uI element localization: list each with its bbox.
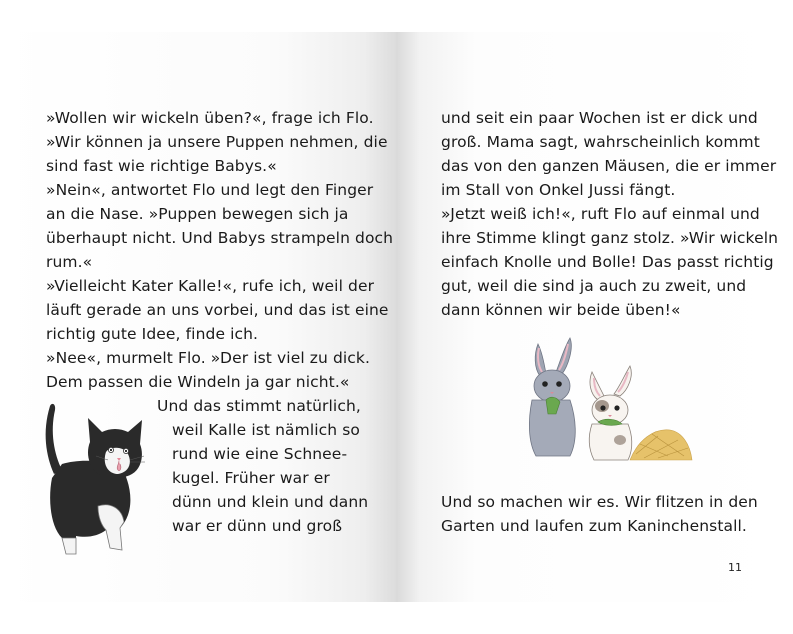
left-line-8: »Vielleicht Kater Kalle!«, rufe ich, weil der xyxy=(46,277,375,295)
right-line-10: Und so machen wir es. Wir flitzen in den xyxy=(441,493,758,511)
cat-illustration xyxy=(32,398,160,560)
left-line-14: weil Kalle ist nämlich so xyxy=(172,421,360,439)
cat-tail xyxy=(46,404,62,474)
left-line-15: rund wie eine Schnee- xyxy=(172,445,348,463)
right-line-3: das von den ganzen Mäusen, die er immer xyxy=(441,157,777,175)
left-line-2: »Wir können ja unsere Puppen nehmen, die xyxy=(46,133,388,151)
right-line-7: einfach Knolle und Bolle! Das passt richtig xyxy=(441,253,774,271)
left-line-11: »Nee«, murmelt Flo. »Der ist viel zu dick. xyxy=(46,349,371,367)
left-line-3: sind fast wie richtige Babys.« xyxy=(46,157,277,175)
right-line-1: und seit ein paar Wochen ist er dick und xyxy=(441,109,758,127)
page-number: 11 xyxy=(728,561,742,574)
left-line-18: war er dünn und groß xyxy=(172,517,343,535)
left-line-13: Und das stimmt natürlich, xyxy=(157,397,361,415)
right-line-8: gut, weil die sind ja auch zu zweit, und xyxy=(441,277,747,295)
right-line-6: ihre Stimme klingt ganz stolz. »Wir wickeln xyxy=(441,229,779,247)
left-line-17: dünn und klein und dann xyxy=(172,493,369,511)
grey-rabbit xyxy=(529,338,575,456)
rabbits-illustration xyxy=(518,336,694,468)
right-line-11: Garten und laufen zum Kaninchenstall. xyxy=(441,517,747,535)
left-line-12: Dem passen die Windeln ja gar nicht.« xyxy=(46,373,350,391)
right-line-9: dann können wir beide üben!« xyxy=(441,301,681,319)
left-line-6: überhaupt nicht. Und Babys strampeln doch xyxy=(46,229,394,247)
left-line-16: kugel. Früher war er xyxy=(172,469,330,487)
right-line-2: groß. Mama sagt, wahrscheinlich kommt xyxy=(441,133,760,151)
left-line-5: an die Nase. »Puppen bewegen sich ja xyxy=(46,205,349,223)
left-line-1: »Wollen wir wickeln üben?«, frage ich Flo. xyxy=(46,109,374,127)
cat-back-paw xyxy=(62,538,76,554)
left-line-4: »Nein«, antwortet Flo und legt den Finger xyxy=(46,181,374,199)
white-rabbit xyxy=(589,366,632,460)
left-line-9: läuft gerade an uns vorbei, und das ist eine xyxy=(46,301,389,319)
right-line-5: »Jetzt weiß ich!«, ruft Flo auf einmal und xyxy=(441,205,760,223)
left-line-10: richtig gute Idee, finde ich. xyxy=(46,325,259,343)
left-line-7: rum.« xyxy=(46,253,93,271)
right-line-4: im Stall von Onkel Jussi fängt. xyxy=(441,181,676,199)
